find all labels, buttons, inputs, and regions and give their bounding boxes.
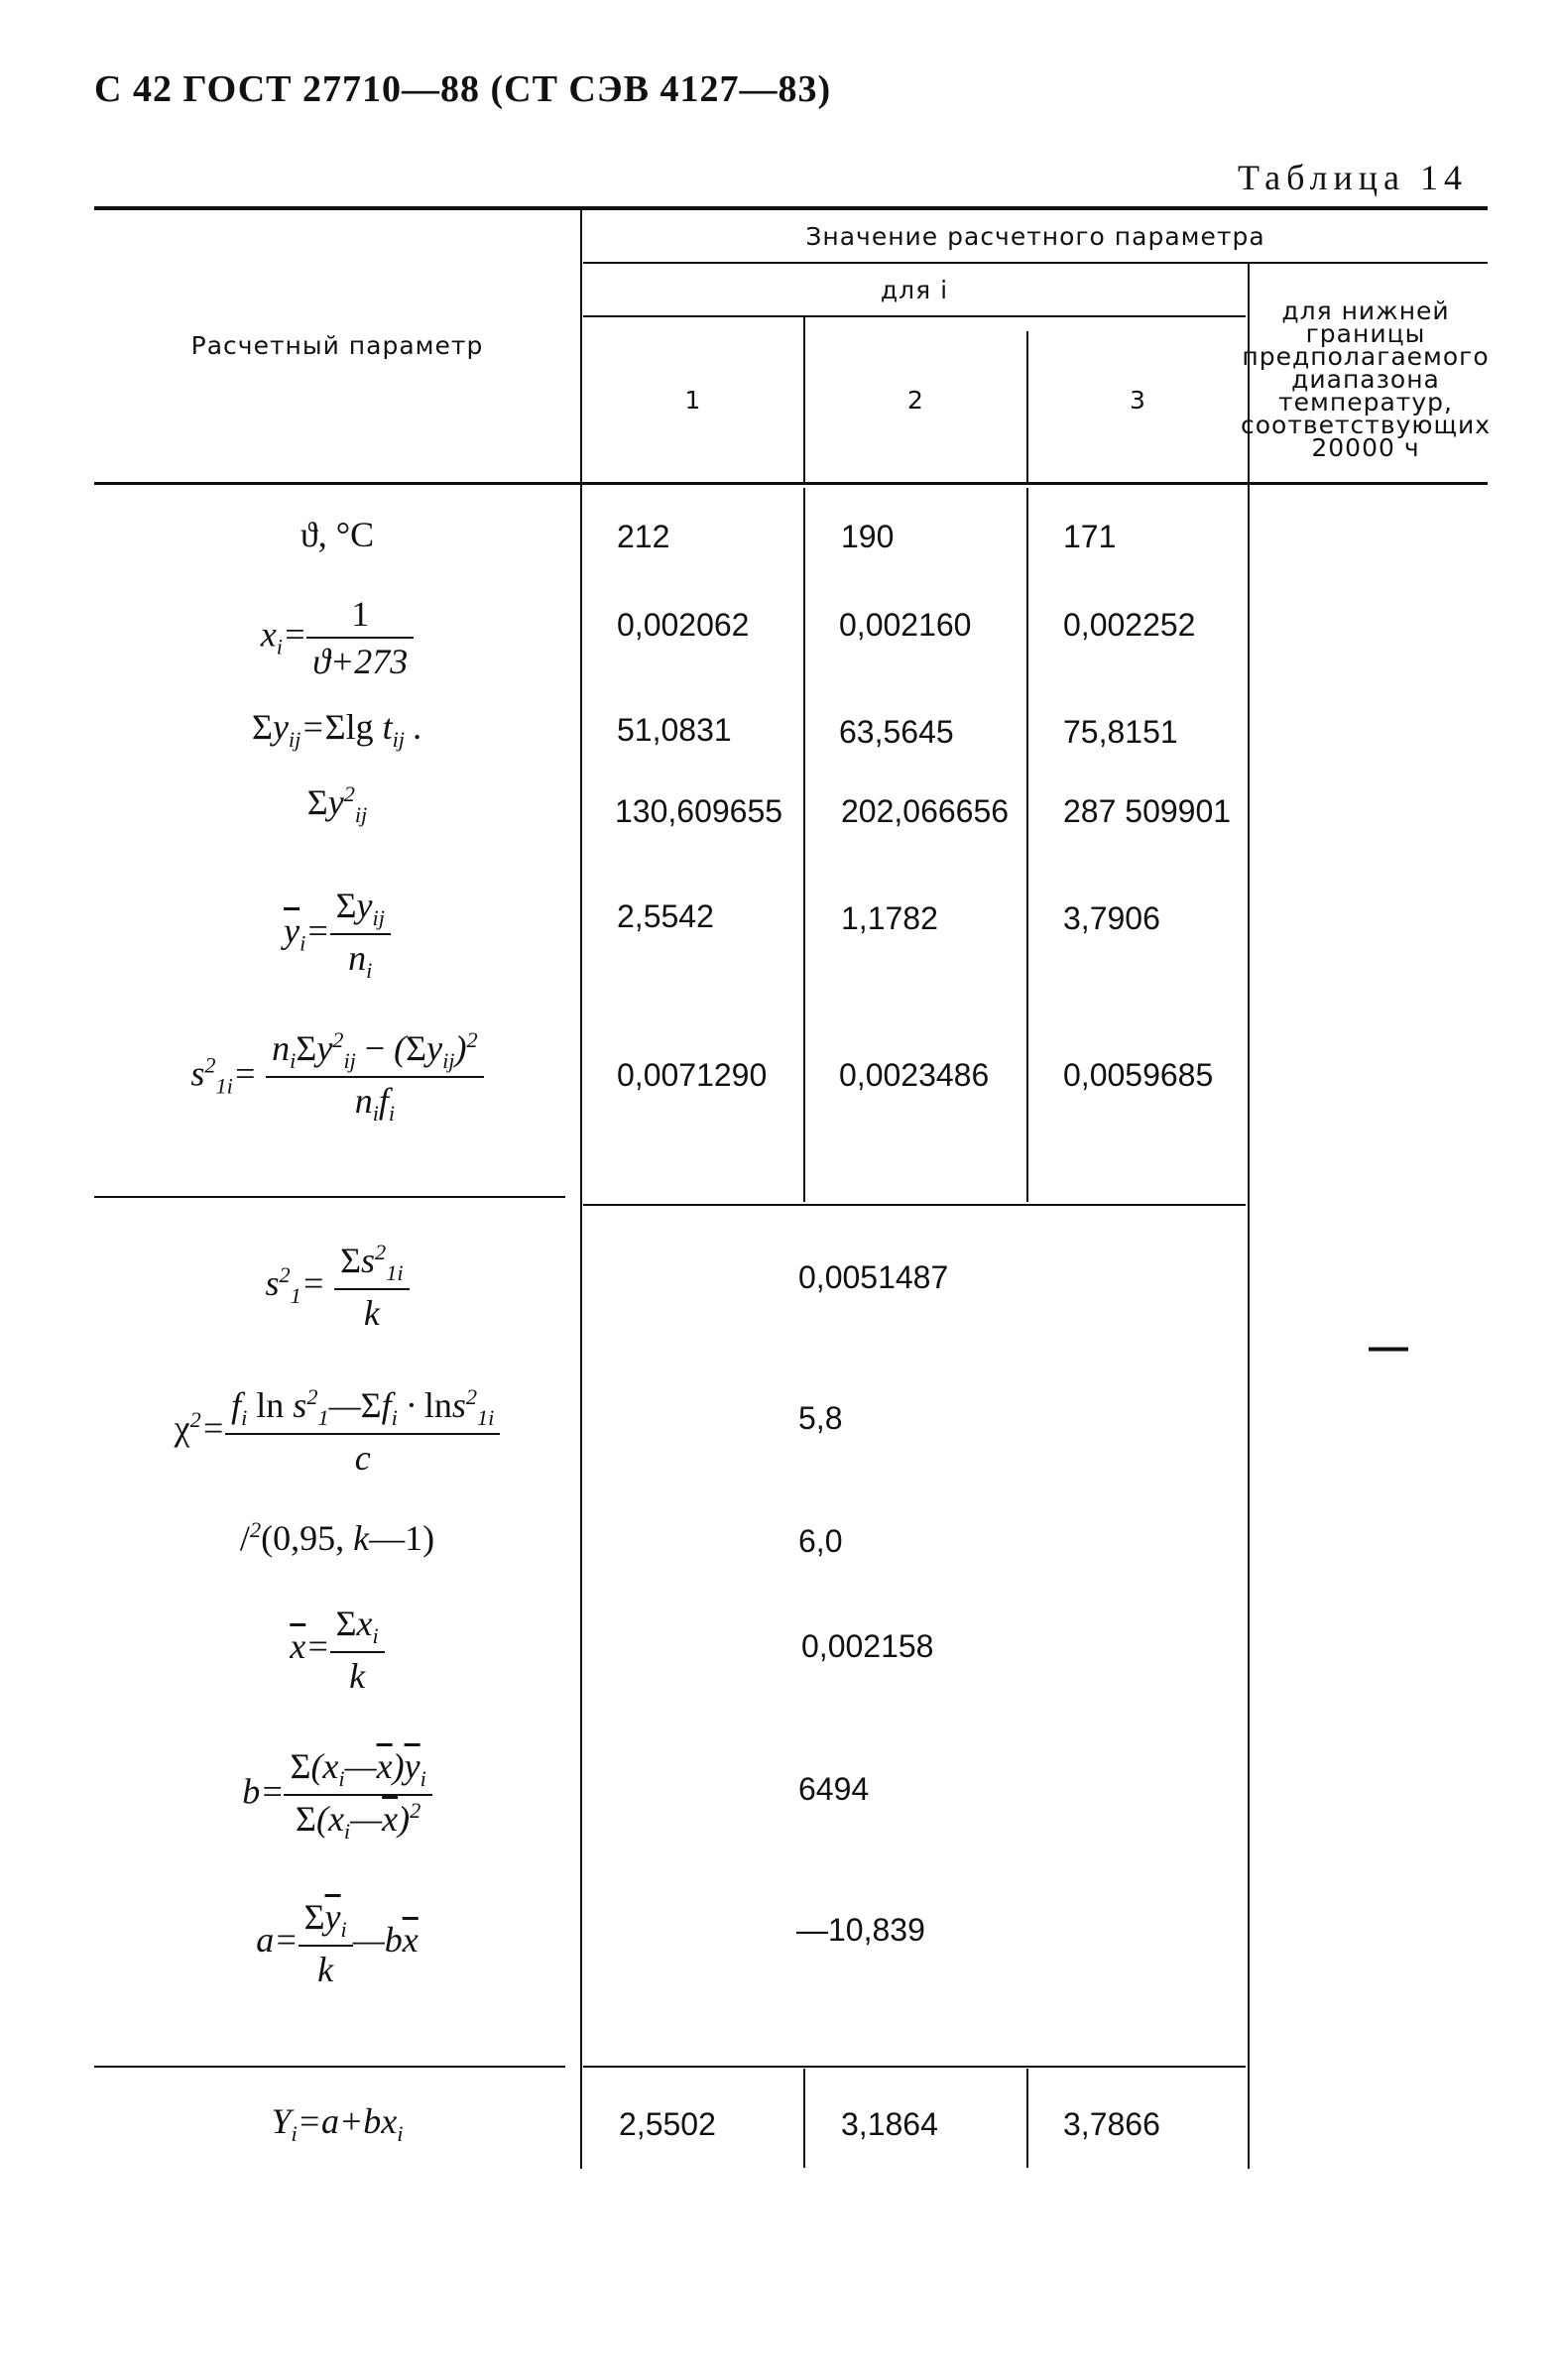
rule-bottom-left <box>94 2066 565 2068</box>
vrule-c1-body <box>803 488 805 1202</box>
cell-r2-c1: 0,002062 <box>617 607 750 643</box>
table-title: Таблица 14 <box>1238 158 1468 197</box>
header-for-i: для i <box>880 275 949 304</box>
header-value: Значение расчетного параметра <box>805 221 1265 251</box>
param-chi-squared: $\chi^2=$ $\frac{f_i \ln s^2_1—\Sigma f_i \cdot \ln s^2_{1i}}{c}$ <box>94 1384 580 1479</box>
cell-b: 6494 <box>798 1771 870 1807</box>
cell-r6-c3: 0,0059685 <box>1063 1057 1214 1093</box>
header-col-1: 1 <box>684 385 702 415</box>
vrule-c1-bottom <box>803 2069 805 2168</box>
cell-x-mean: 0,002158 <box>801 1628 934 1664</box>
cell-r4-c3: 287 509901 <box>1063 793 1232 829</box>
rule-section-left <box>94 1196 565 1198</box>
cell-r6-c2: 0,0023486 <box>839 1057 990 1093</box>
header-col-3: 3 <box>1130 385 1146 415</box>
vrule-lower <box>1248 264 1250 2169</box>
param-sum-y: $\Sigma y_{ij}=\Sigma\lg$ $t_{ij}$ . <box>251 707 423 753</box>
cell-s1-squared: 0,0051487 <box>798 1259 949 1295</box>
param-x-mean: $\overline{x}=$ $\frac{\Sigma x_i}{k}$ <box>94 1603 580 1697</box>
cell-r5-c3: 3,7906 <box>1063 900 1160 936</box>
param-y-mean: $\overline{y}_i=$ $\frac{\Sigma y_{ij}}{n_i}$ <box>94 885 580 984</box>
cell-r4-c1: 130,609655 <box>615 793 783 829</box>
param-theta: ϑ, °C <box>300 515 375 554</box>
vrule-param <box>580 210 582 2169</box>
header-lower-limit: для нижней границы предполагаемого диапазона температур, соответствующих 20000 ч <box>1240 296 1492 462</box>
cell-r6-c1: 0,0071290 <box>617 1057 768 1093</box>
rule-header-bottom <box>94 482 1488 485</box>
vrule-c2-bottom <box>1026 2069 1028 2168</box>
cell-r3-c2: 63,5645 <box>839 714 954 750</box>
rule-for-i <box>583 315 1246 317</box>
param-b: b= $\frac{\Sigma(x_i—\overline{x})\overline{y}_i}{\Sigma(x_i—\overline{x})^2}$ <box>94 1745 580 1844</box>
cell-r5-c1: 2,5542 <box>617 898 714 934</box>
vrule-c2-body <box>1026 488 1028 1202</box>
cell-Y-c2: 3,1864 <box>841 2106 938 2142</box>
cell-r5-c2: 1,1782 <box>841 900 938 936</box>
header-col-2: 2 <box>907 385 924 415</box>
header-param: Расчетный параметр <box>190 330 484 360</box>
rule-value-header <box>583 262 1488 264</box>
param-sum-y2: $\Sigma y^2_{ij}$ <box>306 781 368 828</box>
cell-Y-c3: 3,7866 <box>1063 2106 1160 2142</box>
cell-r3-c1: 51,0831 <box>617 712 732 748</box>
cell-r4-c2: 202,066656 <box>841 793 1010 829</box>
cell-r1-c2: 190 <box>841 519 895 554</box>
cell-lower-limit: — <box>1369 1325 1408 1368</box>
cell-r2-c2: 0,002160 <box>839 607 972 643</box>
param-Y-i: $Y_i=a+bx_i$ <box>271 2101 404 2147</box>
page-header: С 42 ГОСТ 27710—88 (СТ СЭВ 4127—83) <box>94 68 832 110</box>
rule-bottom-right <box>583 2066 1246 2068</box>
param-s1i-squared: $s^2_{1i}=$ $\frac{n_i\Sigma y^2_{ij} - (\Sigma y_{ij})^2}{n_if_i}$ <box>94 1027 580 1127</box>
param-a: a= $\frac{\Sigma\overline{y}_i}{k}$ $—b\overline{x}$ <box>256 1897 419 1990</box>
cell-r1-c1: 212 <box>617 519 670 554</box>
cell-r1-c3: 171 <box>1063 519 1117 554</box>
cell-a: —10,839 <box>796 1912 925 1948</box>
cell-r3-c3: 75,8151 <box>1063 714 1178 750</box>
param-chi-critical: /$^2$(0,95, k—1) <box>239 1517 435 1558</box>
cell-chi-critical: 6,0 <box>798 1523 843 1559</box>
cell-Y-c1: 2,5502 <box>619 2106 716 2142</box>
cell-chi-squared: 5,8 <box>798 1400 843 1436</box>
rule-section-right <box>583 1204 1246 1206</box>
param-x-i: $x_i=$ $\frac{1}{ϑ+273}$ <box>94 593 580 682</box>
param-s1-squared: $s^2_1=$ $\frac{\Sigma s^2_{1i}}{k}$ <box>94 1240 580 1334</box>
cell-r2-c3: 0,002252 <box>1063 607 1196 643</box>
